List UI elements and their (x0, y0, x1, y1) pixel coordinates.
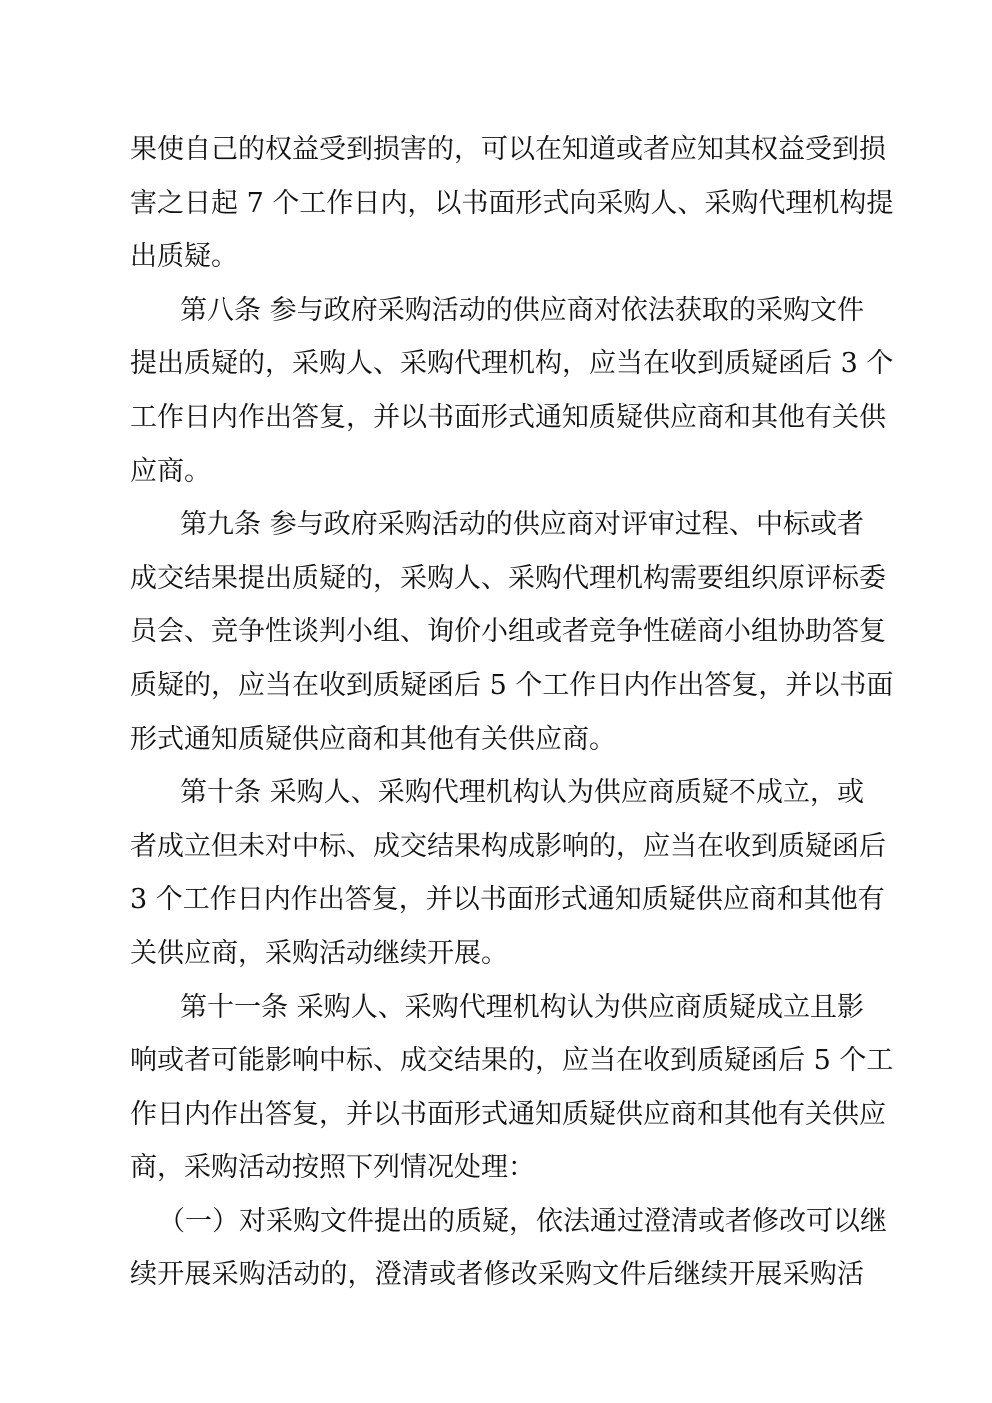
text-line: 出质疑。 (130, 241, 238, 273)
text-line: 3 个工作日内作出答复，并以书面形式通知质疑供应商和其他有 (130, 884, 885, 916)
text-line: 害之日起 7 个工作日内，以书面形式向采购人、采购代理机构提 (130, 187, 894, 219)
text-line: 商，采购活动按照下列情况处理： (130, 1152, 535, 1184)
text-line: 质疑的，应当在收到质疑函后 5 个工作日内作出答复，并以书面 (130, 669, 894, 701)
text-line: 提出质疑的，采购人、采购代理机构，应当在收到质疑函后 3 个 (130, 348, 894, 380)
text-line: 员会、竞争性谈判小组、询价小组或者竞争性磋商小组协助答复 (130, 616, 886, 648)
document-body (130, 123, 894, 1302)
text-line: 续开展采购活动的，澄清或者修改采购文件后继续开展采购活 (130, 1259, 864, 1291)
text-line: 者成立但未对中标、成交结果构成影响的，应当在收到质疑函后 (130, 830, 886, 862)
text-line: 成交结果提出质疑的，采购人、采购代理机构需要组织原评标委 (130, 562, 886, 594)
article-8-heading-line: 第八条 参与政府采购活动的供应商对依法获取的采购文件 (180, 294, 864, 326)
text-line: 作日内作出答复，并以书面形式通知质疑供应商和其他有关供应 (130, 1098, 886, 1130)
text-line: 应商。 (130, 455, 211, 487)
sub-item-1-line: （一）对采购文件提出的质疑，依法通过澄清或者修改可以继 (158, 1205, 887, 1237)
article-9-heading-line: 第九条 参与政府采购活动的供应商对评审过程、中标或者 (180, 509, 864, 541)
article-10-heading-line: 第十条 采购人、采购代理机构认为供应商质疑不成立，或 (180, 777, 864, 809)
text-line: 形式通知质疑供应商和其他有关供应商。 (130, 723, 616, 755)
text-line: 果使自己的权益受到损害的，可以在知道或者应知其权益受到损 (130, 134, 886, 165)
text-line: 工作日内作出答复，并以书面形式通知质疑供应商和其他有关供 (130, 401, 886, 433)
text-line: 响或者可能影响中标、成交结果的，应当在收到质疑函后 5 个工 (130, 1045, 894, 1077)
article-11-heading-line: 第十一条 采购人、采购代理机构认为供应商质疑成立且影 (180, 991, 864, 1023)
text-line: 关供应商，采购活动继续开展。 (130, 937, 508, 969)
